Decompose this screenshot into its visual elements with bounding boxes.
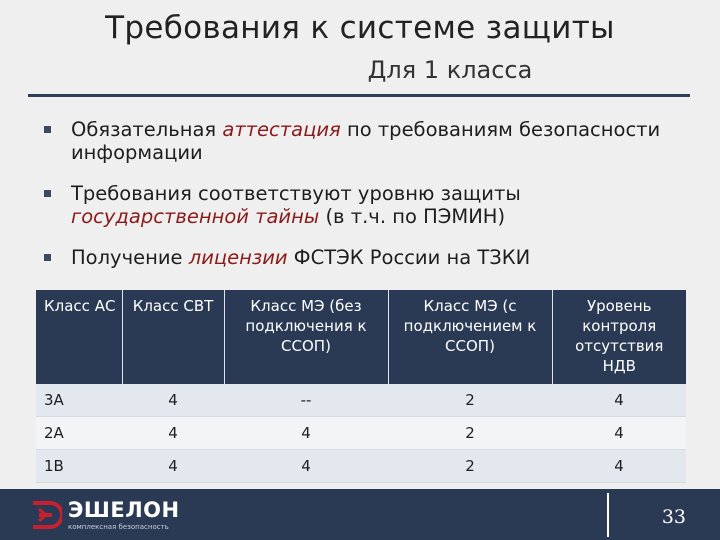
table-header-row xyxy=(36,290,686,384)
column-header-firewall-ssop: Класс МЭ (с подключением к ССОП) xyxy=(388,290,552,384)
table-cell: 2 xyxy=(388,417,552,450)
table-cell: -- xyxy=(224,384,388,417)
bullet-text: Получение лицензии ФСТЭК России на ТЗКИ xyxy=(71,246,531,269)
column-header-as-class: Класс АС xyxy=(36,290,122,384)
footer-divider xyxy=(607,493,609,537)
table-cell: 2А xyxy=(36,417,122,450)
table-cell: 4 xyxy=(122,417,224,450)
square-bullet-icon xyxy=(44,254,51,261)
slide-title: Требования к системе защиты xyxy=(105,10,615,46)
table-cell: 4 xyxy=(224,450,388,483)
bullet-item-license xyxy=(44,246,684,269)
table-cell: 3А xyxy=(36,384,122,417)
table-cell: 4 xyxy=(552,450,686,483)
column-header-ndv-level: Уровень контроля отсутствия НДВ xyxy=(552,290,686,384)
title-divider xyxy=(28,94,690,97)
brand-name: ЭШЕЛОН xyxy=(68,498,180,522)
column-header-svt-class: Класс СВТ xyxy=(122,290,224,384)
page-number: 33 xyxy=(661,506,686,528)
eshelon-logo-icon xyxy=(30,499,62,531)
table-row xyxy=(36,384,686,417)
bullet-text: Обязательная аттестация по требованиям безопасности информации xyxy=(71,118,661,164)
table-cell: 2 xyxy=(388,384,552,417)
slide-subtitle: Для 1 класса xyxy=(367,56,533,84)
column-header-firewall-no-ssop: Класс МЭ (без подключения к ССОП) xyxy=(224,290,388,384)
table-cell: 1В xyxy=(36,450,122,483)
brand-tagline: комплексная безопасность xyxy=(68,523,169,531)
table-row xyxy=(36,450,686,483)
table-cell: 4 xyxy=(224,417,388,450)
footer-bar xyxy=(0,489,720,540)
table-cell: 4 xyxy=(552,384,686,417)
table-row xyxy=(36,417,686,450)
requirements-table xyxy=(36,290,686,483)
bullet-item-state-secret xyxy=(44,182,684,228)
square-bullet-icon xyxy=(44,126,51,133)
table-cell: 4 xyxy=(552,417,686,450)
bullet-text: Требования соответствуют уровню защиты государственной тайны (в т.ч. по ПЭМИН) xyxy=(71,182,521,228)
table-cell: 4 xyxy=(122,384,224,417)
table-cell: 4 xyxy=(122,450,224,483)
table-cell: 2 xyxy=(388,450,552,483)
square-bullet-icon xyxy=(44,190,51,197)
bullet-item-attestation xyxy=(44,118,684,164)
